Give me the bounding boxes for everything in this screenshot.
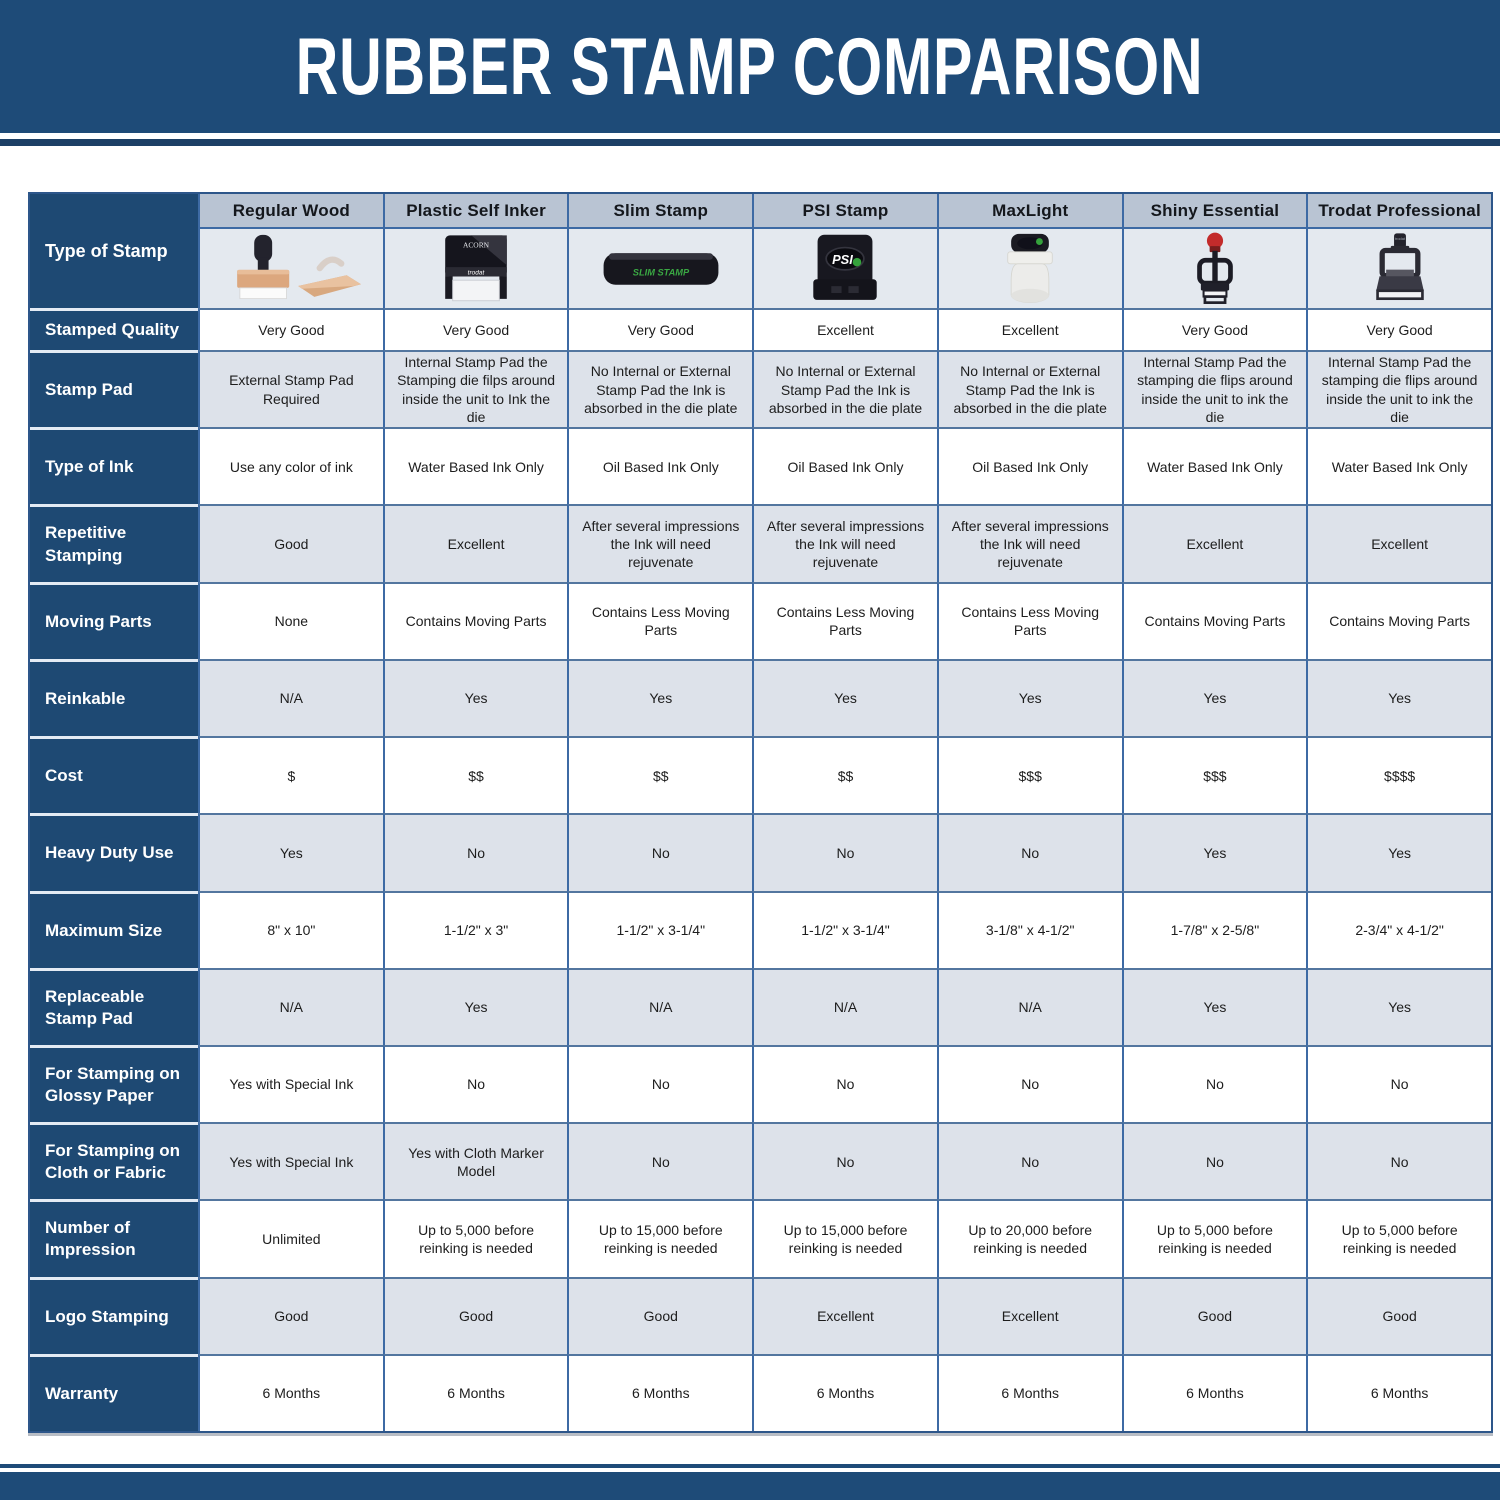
table-cell: Oil Based Ink Only (752, 427, 937, 504)
table-cell: After several impressions the Ink will need rejuvenate (752, 504, 937, 581)
table-cell: Up to 5,000 before reinking is needed (383, 1199, 568, 1276)
table-cell: $$ (752, 736, 937, 813)
table-cell: Yes (383, 659, 568, 736)
row-label-cost: Cost (30, 736, 198, 813)
table-cell: Contains Less Moving Parts (752, 582, 937, 659)
column-header-maxlight: MaxLight (937, 194, 1122, 227)
table-cell: After several impressions the Ink will need rejuvenate (567, 504, 752, 581)
table-cell: No (752, 813, 937, 890)
table-cell: Yes (1306, 659, 1491, 736)
row-label-moving-parts: Moving Parts (30, 582, 198, 659)
table-cell: Good (567, 1277, 752, 1354)
table-cell: Yes (752, 659, 937, 736)
table-cell: Contains Moving Parts (383, 582, 568, 659)
trodat-professional-stamp-image (1306, 227, 1491, 308)
title-banner (0, 0, 1500, 133)
row-label-heavy-duty-use: Heavy Duty Use (30, 813, 198, 890)
regular-wood-stamp-image (198, 227, 383, 308)
table-cell: N/A (198, 659, 383, 736)
table-cell: Contains Less Moving Parts (937, 582, 1122, 659)
table-cell: N/A (567, 968, 752, 1045)
table-cell: Contains Moving Parts (1306, 582, 1491, 659)
table-cell: Oil Based Ink Only (567, 427, 752, 504)
column-header-plastic-self-inker: Plastic Self Inker (383, 194, 568, 227)
table-cell: No (752, 1122, 937, 1199)
table-cell: 3-1/8" x 4-1/2" (937, 891, 1122, 968)
row-label-warranty: Warranty (30, 1354, 198, 1431)
row-label-for-stamping-on-cloth-or-fabric: For Stamping on Cloth or Fabric (30, 1122, 198, 1199)
row-label-replaceable-stamp-pad: Replaceable Stamp Pad (30, 968, 198, 1045)
table-cell: No (567, 813, 752, 890)
psi-stamp-image (752, 227, 937, 308)
table-cell: 8" x 10" (198, 891, 383, 968)
row-label-type-of-ink: Type of Ink (30, 427, 198, 504)
table-cell: 6 Months (752, 1354, 937, 1431)
table-cell: Yes (1122, 968, 1307, 1045)
row-label-logo-stamping: Logo Stamping (30, 1277, 198, 1354)
row-label-reinkable: Reinkable (30, 659, 198, 736)
table-cell: No Internal or External Stamp Pad the Ink is absorbed in the die plate (937, 350, 1122, 427)
table-cell: Water Based Ink Only (1306, 427, 1491, 504)
footer-divider-bar (0, 1464, 1500, 1468)
footer-banner (0, 1472, 1500, 1500)
table-cell: No (567, 1045, 752, 1122)
table-cell: Very Good (383, 308, 568, 350)
table-cell: Yes (383, 968, 568, 1045)
table-cell: Yes with Special Ink (198, 1045, 383, 1122)
column-header-shiny-essential: Shiny Essential (1122, 194, 1307, 227)
row-label-maximum-size: Maximum Size (30, 891, 198, 968)
table-cell: No (937, 1122, 1122, 1199)
svg-text:ACORN: ACORN (463, 240, 490, 250)
column-header-slim-stamp: Slim Stamp (567, 194, 752, 227)
table-cell: Yes (1122, 813, 1307, 890)
table-cell: 1-1/2" x 3" (383, 891, 568, 968)
table-cell: $$ (383, 736, 568, 813)
column-header-trodat-professional: Trodat Professional (1306, 194, 1491, 227)
table-cell: $$$ (937, 736, 1122, 813)
slim-stamp-image (567, 227, 752, 308)
table-cell: 6 Months (937, 1354, 1122, 1431)
svg-text:PSI: PSI (832, 251, 854, 267)
row-label-number-of-impression: Number of Impression (30, 1199, 198, 1276)
table-cell: Excellent (1122, 504, 1307, 581)
plastic-self-inker-stamp-image (383, 227, 568, 308)
table-cell: Good (383, 1277, 568, 1354)
table-cell: Internal Stamp Pad the stamping die flips around inside the unit to ink the die (1306, 350, 1491, 427)
table-cell: No (1306, 1122, 1491, 1199)
table-cell: Up to 20,000 before reinking is needed (937, 1199, 1122, 1276)
table-cell: No (1122, 1045, 1307, 1122)
column-header-psi-stamp: PSI Stamp (752, 194, 937, 227)
row-label-repetitive-stamping: Repetitive Stamping (30, 504, 198, 581)
table-cell: $ (198, 736, 383, 813)
table-cell: Excellent (1306, 504, 1491, 581)
table-cell: No (383, 1045, 568, 1122)
table-cell: Good (1122, 1277, 1307, 1354)
table-cell: 1-7/8" x 2-5/8" (1122, 891, 1307, 968)
table-cell: Good (198, 1277, 383, 1354)
table-cell: Water Based Ink Only (1122, 427, 1307, 504)
table-cell: Good (1306, 1277, 1491, 1354)
table-cell: No (1122, 1122, 1307, 1199)
table-cell: Yes (1122, 659, 1307, 736)
table-cell: No (567, 1122, 752, 1199)
table-cell: Unlimited (198, 1199, 383, 1276)
table-cell: External Stamp Pad Required (198, 350, 383, 427)
table-cell: N/A (198, 968, 383, 1045)
header-divider-bar (0, 139, 1500, 146)
svg-text:SLIM STAMP: SLIM STAMP (632, 266, 689, 277)
table-cell: Oil Based Ink Only (937, 427, 1122, 504)
table-cell: $$$ (1122, 736, 1307, 813)
table-cell: No (1306, 1045, 1491, 1122)
row-label-type-of-stamp: Type of Stamp (30, 194, 198, 308)
table-cell: 1-1/2" x 3-1/4" (567, 891, 752, 968)
table-cell: Yes with Cloth Marker Model (383, 1122, 568, 1199)
table-cell: Contains Moving Parts (1122, 582, 1307, 659)
table-cell: Excellent (937, 308, 1122, 350)
table-cell: Yes (937, 659, 1122, 736)
shiny-essential-stamp-image (1122, 227, 1307, 308)
table-cell: $$ (567, 736, 752, 813)
table-cell: Internal Stamp Pad the stamping die flips around inside the unit to ink the die (1122, 350, 1307, 427)
table-cell: Excellent (937, 1277, 1122, 1354)
table-cell: Use any color of ink (198, 427, 383, 504)
column-header-regular-wood: Regular Wood (198, 194, 383, 227)
table-cell: Water Based Ink Only (383, 427, 568, 504)
table-cell: $$$$ (1306, 736, 1491, 813)
table-cell: Internal Stamp Pad the Stamping die filps around inside the unit to Ink the die (383, 350, 568, 427)
table-cell: Yes with Special Ink (198, 1122, 383, 1199)
table-cell: Excellent (383, 504, 568, 581)
table-cell: 6 Months (198, 1354, 383, 1431)
table-cell: Excellent (752, 1277, 937, 1354)
table-cell: No Internal or External Stamp Pad the Ink is absorbed in the die plate (752, 350, 937, 427)
table-cell: Up to 15,000 before reinking is needed (752, 1199, 937, 1276)
comparison-table (28, 192, 1493, 1433)
table-cell: 1-1/2" x 3-1/4" (752, 891, 937, 968)
table-cell: N/A (752, 968, 937, 1045)
table-cell: Very Good (567, 308, 752, 350)
table-cell: Good (198, 504, 383, 581)
table-cell: No Internal or External Stamp Pad the Ink is absorbed in the die plate (567, 350, 752, 427)
table-cell: 6 Months (567, 1354, 752, 1431)
page-title: RUBBER STAMP COMPARISON (296, 21, 1204, 112)
table-cell: Up to 5,000 before reinking is needed (1306, 1199, 1491, 1276)
table-cell: None (198, 582, 383, 659)
table-cell: Yes (198, 813, 383, 890)
table-cell: After several impressions the Ink will need rejuvenate (937, 504, 1122, 581)
table-cell: 6 Months (1122, 1354, 1307, 1431)
table-cell: Up to 5,000 before reinking is needed (1122, 1199, 1307, 1276)
table-cell: Very Good (1306, 308, 1491, 350)
table-cell: Very Good (1122, 308, 1307, 350)
table-cell: 2-3/4" x 4-1/2" (1306, 891, 1491, 968)
table-cell: Very Good (198, 308, 383, 350)
svg-text:trodat: trodat (1394, 235, 1405, 241)
table-cell: No (752, 1045, 937, 1122)
table-cell: 6 Months (1306, 1354, 1491, 1431)
table-cell: No (937, 1045, 1122, 1122)
table-cell: Excellent (752, 308, 937, 350)
table-cell: Yes (1306, 813, 1491, 890)
table-cell: Yes (567, 659, 752, 736)
row-label-stamp-pad: Stamp Pad (30, 350, 198, 427)
table-cell: N/A (937, 968, 1122, 1045)
table-cell: No (383, 813, 568, 890)
table-cell: Up to 15,000 before reinking is needed (567, 1199, 752, 1276)
maxlight-stamp-image (937, 227, 1122, 308)
table-cell: 6 Months (383, 1354, 568, 1431)
row-label-stamped-quality: Stamped Quality (30, 308, 198, 350)
table-cell: Contains Less Moving Parts (567, 582, 752, 659)
row-label-for-stamping-on-glossy-paper: For Stamping on Glossy Paper (30, 1045, 198, 1122)
svg-text:trodat: trodat (467, 269, 485, 277)
table-cell: Yes (1306, 968, 1491, 1045)
table-cell: No (937, 813, 1122, 890)
